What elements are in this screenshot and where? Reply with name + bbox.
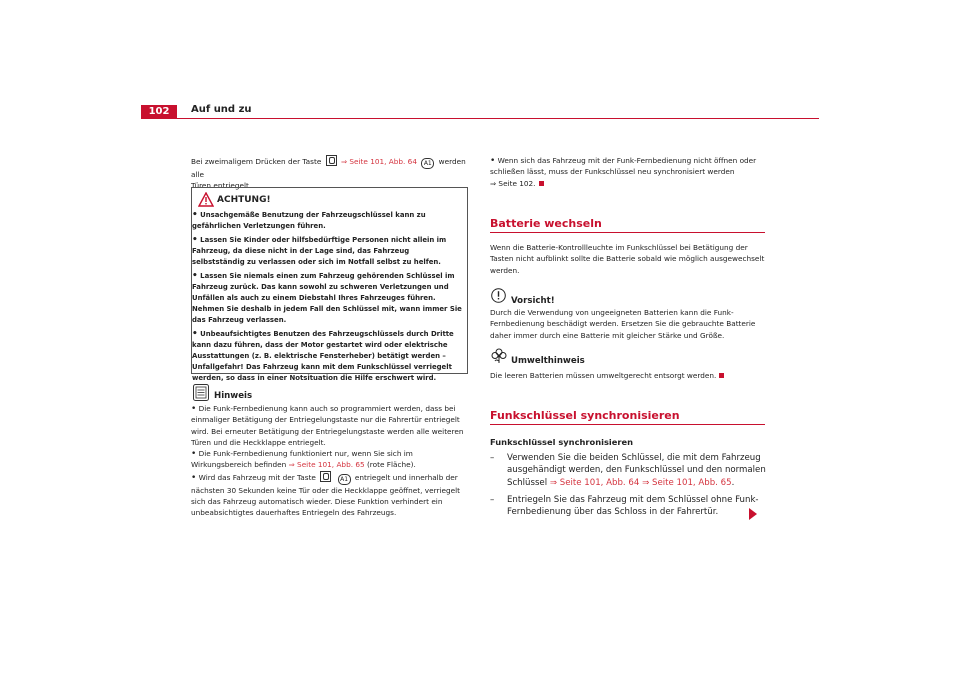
header-rule	[141, 118, 819, 119]
warning-item: • Lassen Sie niemals einen zum Fahrzeug gehörenden Schlüssel im Fahrzeug zurück. Das kann sowohl zu schweren Verletzungen und Unfällen als auch zu einem Diebstahl Ihres Fahrzeuges führen. Nehmen Sie deshalb in jedem Fall den Schlüssel mit, wann immer Sie das Fahrzeug verlassen.	[192, 271, 462, 324]
caution-title: Vorsicht!	[511, 296, 555, 306]
intro-text-1: Bei zweimaligem Drücken der Taste	[191, 157, 322, 166]
section-rule	[490, 424, 765, 425]
sync-page-link[interactable]: ⇒ Seite 102.	[490, 178, 536, 188]
sync-step: – Verwenden Sie die beiden Schlüssel, die mit dem Fahrzeug ausgehändigt werden, den Funkschlüssel und den normalen Schlüssel ⇒ Seite 101, Abb. 64 ⇒ Seite 101, Abb. 65.	[490, 453, 766, 488]
warning-title: ACHTUNG!	[217, 195, 271, 205]
hint-title: Hinweis	[214, 391, 253, 401]
hint-page-link[interactable]: ⇒ Seite 101, Abb. 65	[288, 460, 365, 470]
page-number: 102	[141, 105, 177, 119]
sync-subtitle: Funkschlüssel synchronisieren	[490, 437, 633, 447]
callout-a1-icon: A1	[421, 158, 434, 169]
battery-body: Wenn die Batterie-Kontrollleuchte im Funkschlüssel bei Betätigung der Tasten nicht aufblinkt sollte die Batterie sobald wie möglich ausgewechselt werden.	[490, 243, 765, 275]
warning-triangle-icon	[198, 192, 214, 208]
environment-flower-icon	[491, 348, 507, 364]
intro-text-2: werden alle	[191, 157, 466, 179]
hint-item: • Die Funk-Fernbedienung funktioniert nur, wenn Sie sich im Wirkungsbereich befinden ⇒ Seite 101, Abb. 65 (rote Fläche).	[191, 449, 416, 470]
sync-section-title: Funkschlüssel synchronisieren	[490, 409, 680, 422]
step-page-link[interactable]: ⇒ Seite 101, Abb. 65	[642, 477, 732, 488]
hint-list	[191, 403, 467, 519]
continue-arrow-icon	[749, 508, 757, 520]
warning-box	[191, 187, 468, 382]
environment-title: Umwelthinweis	[511, 356, 585, 366]
note-icon	[193, 384, 209, 401]
hint-item: • Wird das Fahrzeug mit der Taste A1 entriegelt und innerhalb der nächsten 30 Sekunden keine Tür oder die Heckklappe geöffnet, verriegelt sich das Fahrzeug automatisch wieder. Diese Funktion verhindert ein unbeabsichtigtes dauerhaftes Entriegeln des Fahrzeugs.	[191, 472, 461, 518]
warning-list	[192, 210, 464, 387]
battery-section-title: Batterie wechseln	[490, 217, 602, 230]
environment-body: Die leeren Batterien müssen umweltgerecht entsorgt werden.	[490, 370, 768, 381]
callout-a1-icon: A1	[338, 474, 351, 485]
warning-item: • Unsachgemäße Benutzung der Fahrzeugschlüssel kann zu gefährlichen Verletzungen führen.	[192, 210, 426, 230]
chapter-title: Auf und zu	[191, 104, 252, 115]
intro-text-3: Türen entriegelt.	[191, 181, 252, 191]
caution-body: Durch die Verwendung von ungeeigneten Batterien kann die Funk-Fernbedienung beschädigt werden. Ersetzen Sie die gebrauchte Batterie daher immer durch eine Batterie mit gleicher Stärke und Größe.	[490, 308, 756, 340]
end-marker-icon	[539, 181, 544, 186]
unlock-key-icon	[320, 471, 331, 482]
section-rule	[490, 232, 765, 233]
sync-step: – Entriegeln Sie das Fahrzeug mit dem Schlüssel ohne Funk-Fernbedienung über das Schloss in der Fahrertür.	[490, 495, 759, 518]
sync-note-paragraph: • Wenn sich das Fahrzeug mit der Funk-Fernbedienung nicht öffnen oder schließen lässt, muss der Funkschlüssel neu synchronisiert werden ⇒ Seite 102.	[490, 156, 757, 188]
caution-icon	[491, 288, 506, 303]
warning-item: • Unbeaufsichtigtes Benutzen des Fahrzeugschlüssels durch Dritte kann dazu führen, dass der Motor gestartet wird oder elektrische Ausstattungen (z. B. elektrische Fensterheber) betätigt werden – Unfallgefahr! Das Fahrzeug kann mit dem Funkschlüssel verriegelt werden, so dass in einer Notsituation die Hilfe erschwert wird.	[192, 329, 454, 382]
end-marker-icon	[719, 373, 724, 378]
warning-item: • Lassen Sie Kinder oder hilfsbedürftige Personen nicht allein im Fahrzeug, da diese nicht in der Lage sind, das Fahrzeug selbstständig zu verlassen oder sich im Notfall selbst zu helfen.	[192, 235, 447, 266]
hint-item: • Die Funk-Fernbedienung kann auch so programmiert werden, dass bei einmaliger Betätigung der Entriegelungstaste nur die Fahrertür entriegelt wird. Bei erneuter Betätigung der Entriegelungstaste werden alle weiteren Türen und die Heckklappe entriegelt.	[191, 404, 464, 447]
intro-page-link[interactable]: ⇒ Seite 101, Abb. 64	[340, 157, 417, 166]
unlock-key-icon	[326, 155, 337, 166]
step-page-link[interactable]: ⇒ Seite 101, Abb. 64	[549, 477, 640, 488]
